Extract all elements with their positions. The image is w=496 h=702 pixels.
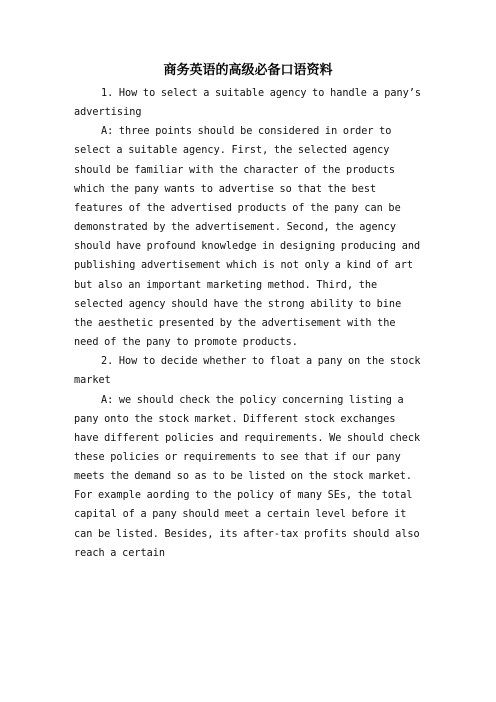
question-1: 1. How to select a suitable agency to handle a pany’s advertising [74,88,422,119]
document-title: 商务英语的高级必备口语资料 [163,63,333,78]
document-body [74,84,422,563]
answer-2: A: we should check the policy concerning listing a pany onto the stock market. Different stock exchanges have different policies and requirements. We should check these policies or requirements to see that if our pany meets the demand so as to be listed on the stock market. For example aording to the policy of many SEs, the total capital of a pany should meet a certain level before it can be listed. Besides, its after-tax profits should also reach a certain [74,394,421,559]
answer-1: A: three points should be considered in order to select a suitable agency. First, the selected agency should be familiar with the character of the products which the pany wants to advertise so that the best features of the advertised products of the pany can be demonstrated by the advertisement. Second, the agency should have profound knowledge in designing producing and publishing advertisement which is not only a kind of art but also an important marketing method. Third, the selected agency should have the strong ability to bine the aesthetic presented by the advertisement with the need of the pany to promote products. [74,126,421,349]
question-2: 2. How to decide whether to float a pany on the stock market [74,356,421,387]
